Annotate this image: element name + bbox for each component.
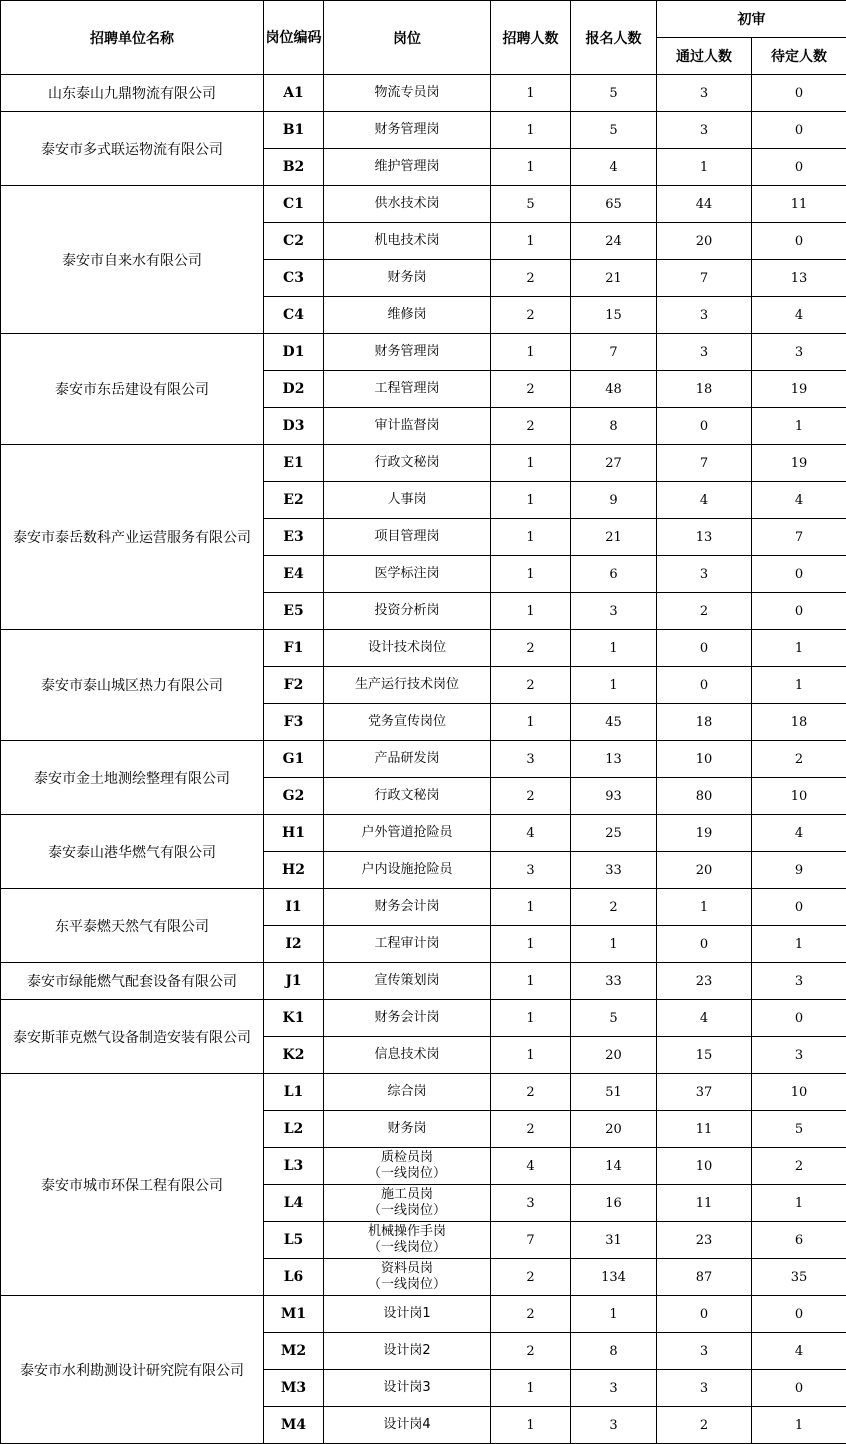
recruit-count-cell: 2 <box>491 1259 571 1296</box>
position-cell <box>324 1333 491 1370</box>
applicant-count-cell: 134 <box>571 1259 657 1296</box>
position-code-cell: H1 <box>264 815 324 852</box>
passed-count-cell: 0 <box>657 408 752 445</box>
table-row <box>1 1296 846 1333</box>
position-name: 医学标注岗 <box>374 566 440 581</box>
applicant-count-cell: 33 <box>571 963 657 1000</box>
pending-count-cell: 5 <box>752 1111 846 1148</box>
position-code-cell: F2 <box>264 667 324 704</box>
table-row <box>1 75 846 112</box>
pending-count-cell: 0 <box>752 223 846 260</box>
position-name: 资料员岗 <box>380 1261 433 1276</box>
position-cell <box>324 186 491 223</box>
position-cell <box>324 704 491 741</box>
header-applicants: 报名人数 <box>571 1 657 75</box>
applicant-count-cell: 3 <box>571 1370 657 1407</box>
recruit-count-cell: 1 <box>491 889 571 926</box>
recruit-count-cell: 3 <box>491 741 571 778</box>
applicant-count-cell: 24 <box>571 223 657 260</box>
recruit-count-cell: 7 <box>491 1222 571 1259</box>
position-name: 设计岗1 <box>383 1306 431 1321</box>
recruit-count-cell: 2 <box>491 297 571 334</box>
passed-count-cell: 23 <box>657 963 752 1000</box>
unit-name-cell: 山东泰山九鼎物流有限公司 <box>1 75 264 112</box>
position-cell <box>324 1148 491 1185</box>
position-code-cell: D3 <box>264 408 324 445</box>
position-name: 工程管理岗 <box>374 381 440 396</box>
passed-count-cell: 20 <box>657 852 752 889</box>
applicant-count-cell: 20 <box>571 1111 657 1148</box>
recruit-count-cell: 2 <box>491 667 571 704</box>
position-cell <box>324 889 491 926</box>
position-cell <box>324 815 491 852</box>
unit-name-cell: 泰安市绿能燃气配套设备有限公司 <box>1 963 264 1000</box>
position-code-cell: E5 <box>264 593 324 630</box>
pending-count-cell: 4 <box>752 1333 846 1370</box>
pending-count-cell: 0 <box>752 593 846 630</box>
position-name: 机械操作手岗 <box>367 1224 446 1239</box>
recruit-count-cell: 3 <box>491 1185 571 1222</box>
table-row <box>1 334 846 371</box>
position-code-cell: C3 <box>264 260 324 297</box>
passed-count-cell: 3 <box>657 334 752 371</box>
position-name: 维修岗 <box>387 307 427 322</box>
header-position: 岗位 <box>324 1 491 75</box>
position-cell <box>324 963 491 1000</box>
pending-count-cell: 6 <box>752 1222 846 1259</box>
passed-count-cell: 20 <box>657 223 752 260</box>
position-cell <box>324 1111 491 1148</box>
position-name: 财务管理岗 <box>374 344 440 359</box>
pending-count-cell: 1 <box>752 926 846 963</box>
position-cell <box>324 1259 491 1296</box>
applicant-count-cell: 6 <box>571 556 657 593</box>
table-row <box>1 889 846 926</box>
pending-count-cell: 0 <box>752 1370 846 1407</box>
recruit-count-cell: 2 <box>491 408 571 445</box>
table-row <box>1 1000 846 1037</box>
passed-count-cell: 2 <box>657 1407 752 1444</box>
applicant-count-cell: 14 <box>571 1148 657 1185</box>
passed-count-cell: 87 <box>657 1259 752 1296</box>
pending-count-cell: 11 <box>752 186 846 223</box>
table-header <box>1 1 846 75</box>
position-code-cell: E4 <box>264 556 324 593</box>
position-name: 户外管道抢险员 <box>361 825 453 840</box>
position-code-cell: L4 <box>264 1185 324 1222</box>
applicant-count-cell: 48 <box>571 371 657 408</box>
recruit-count-cell: 1 <box>491 334 571 371</box>
recruit-count-cell: 1 <box>491 1370 571 1407</box>
passed-count-cell: 4 <box>657 482 752 519</box>
position-cell <box>324 519 491 556</box>
recruit-count-cell: 1 <box>491 75 571 112</box>
pending-count-cell: 3 <box>752 963 846 1000</box>
position-code-cell: E3 <box>264 519 324 556</box>
position-code-cell: M3 <box>264 1370 324 1407</box>
pending-count-cell: 0 <box>752 556 846 593</box>
applicant-count-cell: 27 <box>571 445 657 482</box>
recruit-count-cell: 1 <box>491 1037 571 1074</box>
passed-count-cell: 1 <box>657 149 752 186</box>
position-name: 质检员岗 <box>380 1150 433 1165</box>
position-cell <box>324 149 491 186</box>
header-code: 岗位编码 <box>264 1 324 75</box>
recruit-count-cell: 1 <box>491 593 571 630</box>
position-name: 财务会计岗 <box>374 1010 440 1025</box>
passed-count-cell: 4 <box>657 1000 752 1037</box>
applicant-count-cell: 5 <box>571 75 657 112</box>
position-cell <box>324 482 491 519</box>
passed-count-cell: 19 <box>657 815 752 852</box>
position-code-cell: D2 <box>264 371 324 408</box>
applicant-count-cell: 1 <box>571 630 657 667</box>
recruit-count-cell: 2 <box>491 1111 571 1148</box>
recruit-count-cell: 1 <box>491 1407 571 1444</box>
table-row <box>1 630 846 667</box>
position-cell <box>324 1296 491 1333</box>
position-code-cell: M4 <box>264 1407 324 1444</box>
passed-count-cell: 18 <box>657 371 752 408</box>
applicant-count-cell: 1 <box>571 926 657 963</box>
position-name: 党务宣传岗位 <box>367 714 446 729</box>
position-note: （一线岗位） <box>367 1203 446 1218</box>
passed-count-cell: 37 <box>657 1074 752 1111</box>
header-pending: 待定人数 <box>752 38 846 75</box>
pending-count-cell: 3 <box>752 334 846 371</box>
passed-count-cell: 80 <box>657 778 752 815</box>
pending-count-cell: 1 <box>752 1185 846 1222</box>
position-cell <box>324 556 491 593</box>
recruit-count-cell: 2 <box>491 1074 571 1111</box>
recruit-count-cell: 1 <box>491 445 571 482</box>
applicant-count-cell: 3 <box>571 593 657 630</box>
recruit-count-cell: 3 <box>491 852 571 889</box>
position-code-cell: G2 <box>264 778 324 815</box>
recruit-count-cell: 1 <box>491 519 571 556</box>
recruit-count-cell: 1 <box>491 223 571 260</box>
table-row <box>1 1074 846 1111</box>
position-code-cell: C1 <box>264 186 324 223</box>
position-code-cell: L1 <box>264 1074 324 1111</box>
pending-count-cell: 2 <box>752 741 846 778</box>
recruit-count-cell: 2 <box>491 1333 571 1370</box>
position-name: 产品研发岗 <box>374 751 440 766</box>
passed-count-cell: 0 <box>657 630 752 667</box>
pending-count-cell: 35 <box>752 1259 846 1296</box>
position-cell <box>324 926 491 963</box>
position-name: 投资分析岗 <box>374 603 440 618</box>
position-note: （一线岗位） <box>367 1166 446 1181</box>
position-name: 设计岗4 <box>383 1417 431 1432</box>
passed-count-cell: 0 <box>657 667 752 704</box>
table-row <box>1 963 846 1000</box>
unit-name-cell: 泰安市多式联运物流有限公司 <box>1 112 264 186</box>
position-code-cell: A1 <box>264 75 324 112</box>
position-name: 施工员岗 <box>380 1187 433 1202</box>
position-code-cell: I1 <box>264 889 324 926</box>
position-code-cell: D1 <box>264 334 324 371</box>
pending-count-cell: 4 <box>752 297 846 334</box>
recruit-count-cell: 4 <box>491 1148 571 1185</box>
position-name: 设计岗3 <box>383 1380 431 1395</box>
recruit-count-cell: 5 <box>491 186 571 223</box>
recruit-count-cell: 1 <box>491 1000 571 1037</box>
passed-count-cell: 15 <box>657 1037 752 1074</box>
pending-count-cell: 7 <box>752 519 846 556</box>
recruit-count-cell: 1 <box>491 149 571 186</box>
pending-count-cell: 1 <box>752 667 846 704</box>
position-name: 户内设施抢险员 <box>361 862 453 877</box>
position-cell <box>324 593 491 630</box>
position-name: 宣传策划岗 <box>374 973 440 988</box>
applicant-count-cell: 21 <box>571 519 657 556</box>
pending-count-cell: 0 <box>752 889 846 926</box>
recruit-count-cell: 2 <box>491 371 571 408</box>
passed-count-cell: 3 <box>657 1370 752 1407</box>
passed-count-cell: 11 <box>657 1185 752 1222</box>
position-name: 综合岗 <box>387 1084 427 1099</box>
pending-count-cell: 0 <box>752 112 846 149</box>
pending-count-cell: 9 <box>752 852 846 889</box>
applicant-count-cell: 4 <box>571 149 657 186</box>
pending-count-cell: 19 <box>752 445 846 482</box>
position-code-cell: C2 <box>264 223 324 260</box>
unit-name-cell: 泰安市城市环保工程有限公司 <box>1 1074 264 1296</box>
position-cell <box>324 1407 491 1444</box>
position-name: 财务管理岗 <box>374 122 440 137</box>
position-note: （一线岗位） <box>367 1277 446 1292</box>
position-code-cell: L6 <box>264 1259 324 1296</box>
passed-count-cell: 44 <box>657 186 752 223</box>
recruit-count-cell: 1 <box>491 963 571 1000</box>
position-name: 机电技术岗 <box>374 233 440 248</box>
position-cell <box>324 75 491 112</box>
applicant-count-cell: 1 <box>571 1296 657 1333</box>
recruit-count-cell: 1 <box>491 482 571 519</box>
position-code-cell: M2 <box>264 1333 324 1370</box>
position-name: 供水技术岗 <box>374 196 440 211</box>
header-recruit: 招聘人数 <box>491 1 571 75</box>
position-name: 生产运行技术岗位 <box>354 677 459 692</box>
position-code-cell: K1 <box>264 1000 324 1037</box>
unit-name-cell: 泰安泰山港华燃气有限公司 <box>1 815 264 889</box>
pending-count-cell: 2 <box>752 1148 846 1185</box>
pending-count-cell: 18 <box>752 704 846 741</box>
applicant-count-cell: 7 <box>571 334 657 371</box>
position-code-cell: L2 <box>264 1111 324 1148</box>
position-code-cell: E1 <box>264 445 324 482</box>
applicant-count-cell: 33 <box>571 852 657 889</box>
applicant-count-cell: 45 <box>571 704 657 741</box>
position-name: 财务岗 <box>387 270 427 285</box>
position-name: 行政文秘岗 <box>374 455 440 470</box>
pending-count-cell: 4 <box>752 482 846 519</box>
pending-count-cell: 13 <box>752 260 846 297</box>
position-cell <box>324 667 491 704</box>
position-cell <box>324 1000 491 1037</box>
position-code-cell: G1 <box>264 741 324 778</box>
position-code-cell: B2 <box>264 149 324 186</box>
position-cell <box>324 297 491 334</box>
recruit-count-cell: 1 <box>491 704 571 741</box>
passed-count-cell: 23 <box>657 1222 752 1259</box>
position-cell <box>324 445 491 482</box>
passed-count-cell: 3 <box>657 112 752 149</box>
position-code-cell: C4 <box>264 297 324 334</box>
position-cell <box>324 223 491 260</box>
position-code-cell: F1 <box>264 630 324 667</box>
header-unit: 招聘单位名称 <box>1 1 264 75</box>
position-name: 财务岗 <box>387 1121 427 1136</box>
table-body <box>1 75 846 1444</box>
unit-name-cell: 泰安市泰岳数科产业运营服务有限公司 <box>1 445 264 630</box>
header-review-group: 初审 <box>657 1 846 38</box>
applicant-count-cell: 16 <box>571 1185 657 1222</box>
passed-count-cell: 11 <box>657 1111 752 1148</box>
position-cell <box>324 260 491 297</box>
pending-count-cell: 0 <box>752 1296 846 1333</box>
recruit-count-cell: 2 <box>491 630 571 667</box>
unit-name-cell: 泰安斯菲克燃气设备制造安装有限公司 <box>1 1000 264 1074</box>
passed-count-cell: 3 <box>657 1333 752 1370</box>
recruit-count-cell: 2 <box>491 260 571 297</box>
applicant-count-cell: 8 <box>571 408 657 445</box>
applicant-count-cell: 8 <box>571 1333 657 1370</box>
position-cell <box>324 741 491 778</box>
position-code-cell: I2 <box>264 926 324 963</box>
passed-count-cell: 0 <box>657 1296 752 1333</box>
applicant-count-cell: 13 <box>571 741 657 778</box>
position-cell <box>324 1185 491 1222</box>
table-row <box>1 112 846 149</box>
pending-count-cell: 0 <box>752 75 846 112</box>
pending-count-cell: 10 <box>752 1074 846 1111</box>
pending-count-cell: 0 <box>752 149 846 186</box>
position-cell <box>324 1037 491 1074</box>
unit-name-cell: 东平泰燃天然气有限公司 <box>1 889 264 963</box>
unit-name-cell: 泰安市金土地测绘整理有限公司 <box>1 741 264 815</box>
pending-count-cell: 1 <box>752 408 846 445</box>
position-code-cell: M1 <box>264 1296 324 1333</box>
header-passed: 通过人数 <box>657 38 752 75</box>
pending-count-cell: 4 <box>752 815 846 852</box>
position-code-cell: H2 <box>264 852 324 889</box>
position-note: （一线岗位） <box>367 1240 446 1255</box>
position-cell <box>324 630 491 667</box>
applicant-count-cell: 2 <box>571 889 657 926</box>
position-cell <box>324 112 491 149</box>
position-name: 设计岗2 <box>383 1343 431 1358</box>
table-row <box>1 186 846 223</box>
passed-count-cell: 3 <box>657 556 752 593</box>
table-row <box>1 815 846 852</box>
position-code-cell: L3 <box>264 1148 324 1185</box>
position-name: 人事岗 <box>387 492 427 507</box>
applicant-count-cell: 21 <box>571 260 657 297</box>
applicant-count-cell: 25 <box>571 815 657 852</box>
position-cell <box>324 852 491 889</box>
position-cell <box>324 1074 491 1111</box>
recruit-count-cell: 1 <box>491 112 571 149</box>
position-cell <box>324 334 491 371</box>
position-cell <box>324 408 491 445</box>
position-name: 项目管理岗 <box>374 529 440 544</box>
position-cell <box>324 1222 491 1259</box>
recruit-count-cell: 1 <box>491 556 571 593</box>
applicant-count-cell: 1 <box>571 667 657 704</box>
position-name: 物流专员岗 <box>374 85 440 100</box>
pending-count-cell: 10 <box>752 778 846 815</box>
unit-name-cell: 泰安市自来水有限公司 <box>1 186 264 334</box>
position-name: 维护管理岗 <box>374 159 440 174</box>
passed-count-cell: 10 <box>657 1148 752 1185</box>
pending-count-cell: 1 <box>752 1407 846 1444</box>
pending-count-cell: 19 <box>752 371 846 408</box>
passed-count-cell: 0 <box>657 926 752 963</box>
unit-name-cell: 泰安市水利勘测设计研究院有限公司 <box>1 1296 264 1444</box>
position-code-cell: E2 <box>264 482 324 519</box>
position-name: 设计技术岗位 <box>367 640 446 655</box>
passed-count-cell: 1 <box>657 889 752 926</box>
recruit-count-cell: 2 <box>491 1296 571 1333</box>
position-code-cell: B1 <box>264 112 324 149</box>
applicant-count-cell: 65 <box>571 186 657 223</box>
position-name: 财务会计岗 <box>374 899 440 914</box>
position-name: 工程审计岗 <box>374 936 440 951</box>
applicant-count-cell: 9 <box>571 482 657 519</box>
pending-count-cell: 1 <box>752 630 846 667</box>
passed-count-cell: 7 <box>657 260 752 297</box>
passed-count-cell: 2 <box>657 593 752 630</box>
position-code-cell: L5 <box>264 1222 324 1259</box>
applicant-count-cell: 3 <box>571 1407 657 1444</box>
position-cell <box>324 371 491 408</box>
table-row <box>1 741 846 778</box>
pending-count-cell: 0 <box>752 1000 846 1037</box>
table-row <box>1 445 846 482</box>
position-code-cell: J1 <box>264 963 324 1000</box>
passed-count-cell: 18 <box>657 704 752 741</box>
passed-count-cell: 3 <box>657 75 752 112</box>
passed-count-cell: 13 <box>657 519 752 556</box>
position-code-cell: F3 <box>264 704 324 741</box>
applicant-count-cell: 5 <box>571 1000 657 1037</box>
position-name: 审计监督岗 <box>374 418 440 433</box>
passed-count-cell: 10 <box>657 741 752 778</box>
applicant-count-cell: 93 <box>571 778 657 815</box>
unit-name-cell: 泰安市泰山城区热力有限公司 <box>1 630 264 741</box>
position-name: 信息技术岗 <box>374 1047 440 1062</box>
recruit-count-cell: 4 <box>491 815 571 852</box>
recruit-count-cell: 1 <box>491 926 571 963</box>
position-cell <box>324 778 491 815</box>
recruit-count-cell: 2 <box>491 778 571 815</box>
position-cell <box>324 1370 491 1407</box>
applicant-count-cell: 5 <box>571 112 657 149</box>
unit-name-cell: 泰安市东岳建设有限公司 <box>1 334 264 445</box>
applicant-count-cell: 15 <box>571 297 657 334</box>
position-name: 行政文秘岗 <box>374 788 440 803</box>
applicant-count-cell: 31 <box>571 1222 657 1259</box>
pending-count-cell: 3 <box>752 1037 846 1074</box>
passed-count-cell: 7 <box>657 445 752 482</box>
passed-count-cell: 3 <box>657 297 752 334</box>
position-code-cell: K2 <box>264 1037 324 1074</box>
applicant-count-cell: 20 <box>571 1037 657 1074</box>
applicant-count-cell: 51 <box>571 1074 657 1111</box>
